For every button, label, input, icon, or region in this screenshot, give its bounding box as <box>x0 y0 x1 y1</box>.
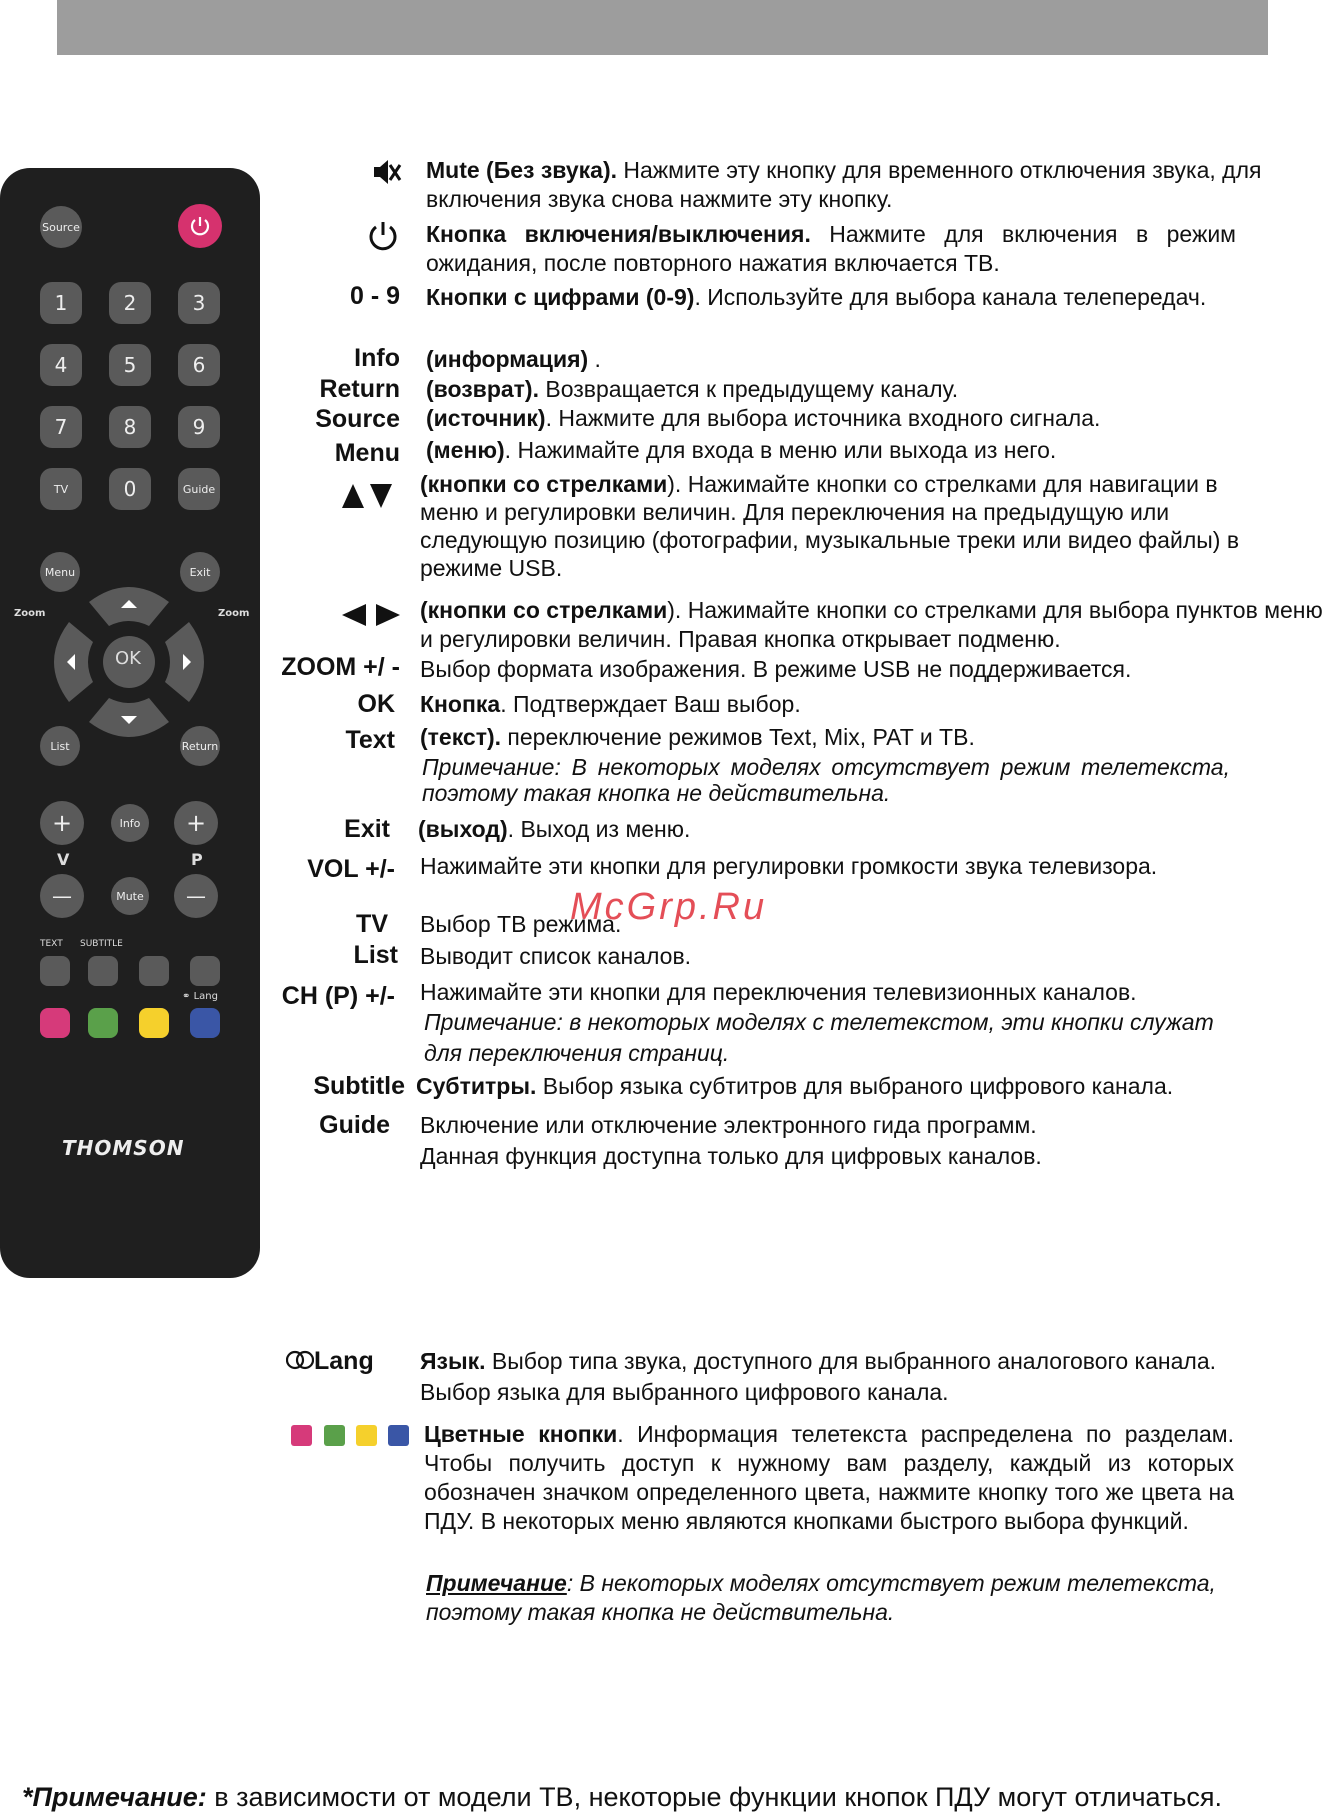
vol-minus-button: — <box>40 874 84 918</box>
key-menu: Menu <box>334 439 400 467</box>
list-description: Выводит список каналов. <box>420 943 692 969</box>
info-button: Info <box>111 804 149 842</box>
num-4-button: 4 <box>40 344 82 386</box>
text-button <box>40 956 70 986</box>
key-zoom: ZOOM +/ - <box>281 653 400 681</box>
menu-description: (меню). Нажимайте для входа в меню или выхода из него. <box>426 437 1057 463</box>
key-return: Return <box>319 375 400 403</box>
color-buttons-note: Примечание: В некоторых моделях отсутствует режим телетекста, поэтому такая кнопка не действительна. <box>426 1570 1216 1625</box>
return-button: Return <box>180 726 220 766</box>
key-source: Source <box>315 405 400 433</box>
left-right-description: (кнопки со стрелками). Нажимайте кнопки со стрелками для выбора пунктов меню и регулировки величин. Правая кнопка открывает подменю. <box>420 597 1323 652</box>
ok-button-label: OK <box>115 648 141 669</box>
power-icon <box>366 218 400 252</box>
num-8-button: 8 <box>109 406 151 448</box>
key-list: List <box>353 941 398 969</box>
footer-note: *Примечание: в зависимости от модели ТВ, некоторые функции кнопок ПДУ могут отличаться. <box>22 1782 1223 1812</box>
key-text: Text <box>345 726 395 754</box>
key-lang: Lang <box>286 1347 390 1376</box>
guide-button: Guide <box>178 468 220 510</box>
subtitle-button <box>88 956 118 986</box>
color-buttons-description: Цветные кнопки. Информация телетекста распределена по разделам. Чтобы получить доступ к нужному вам разделу, каждый из которых обозначен значком определенного цвета, нажмите кнопку того же цвета на ПДУ. В некоторых меню являются кнопками быстрого выбора функций. <box>424 1421 1234 1534</box>
num-2-button: 2 <box>109 282 151 324</box>
power-icon <box>188 214 212 238</box>
numbers-description: Кнопки с цифрами (0-9). Используйте для выбора канала телепередач. <box>426 284 1207 310</box>
vol-label: V <box>57 850 70 869</box>
text-label: TEXT <box>40 939 63 949</box>
mute-description: Mute (Без звука). Нажмите эту кнопку для временного отключения звука, для включения звука снова нажмите эту кнопку. <box>426 157 1262 212</box>
mute-icon <box>370 156 402 188</box>
num-6-button: 6 <box>178 344 220 386</box>
key-ch: CH (P) +/- <box>281 982 395 1010</box>
header-bar <box>57 0 1268 55</box>
key-ok: OK <box>357 690 395 718</box>
lang-description: Язык. Выбор типа звука, доступного для выбранного аналогового канала. Выбор языка для выбранного цифрового канала. <box>420 1348 1217 1405</box>
key-vol: VOL +/- <box>307 855 395 883</box>
up-down-arrows-icon <box>340 482 396 510</box>
num-7-button: 7 <box>40 406 82 448</box>
red-square-icon <box>291 1425 312 1446</box>
num-5-button: 5 <box>109 344 151 386</box>
source-button: Source <box>40 206 82 248</box>
green-square-icon <box>324 1425 345 1446</box>
num-3-button: 3 <box>178 282 220 324</box>
ch-note: Примечание: в некоторых моделях с телетекстом, эти кнопки служат для переключения страниц. <box>424 1009 1214 1066</box>
red-button <box>40 1008 70 1038</box>
zoom-description: Выбор формата изображения. В режиме USB не поддерживается. <box>420 656 1132 682</box>
text-note: Примечание: В некоторых моделях отсутствует режим телетекста, поэтому такая кнопка не действительна. <box>422 754 1230 806</box>
blank-button-1 <box>139 956 169 986</box>
tv-description: Выбор ТВ режима. <box>420 911 622 937</box>
brand-logo: THOMSON <box>62 1136 185 1160</box>
exit-button: Exit <box>180 552 220 592</box>
blue-square-icon <box>388 1425 409 1446</box>
num-1-button: 1 <box>40 282 82 324</box>
info-description: (информация) . <box>426 346 601 372</box>
key-tv: TV <box>356 910 388 938</box>
zoom-plus-label: Zoom <box>218 608 250 619</box>
num-0-button: 0 <box>109 468 151 510</box>
up-down-description: (кнопки со стрелками). Нажимайте кнопки со стрелками для навигации в меню и регулировки величин. Для переключения на предыдущую или следующую позицию (фотографии, музыкальные треки или видео файлы) в режиме USB. <box>420 471 1240 581</box>
zoom-minus-label: Zoom <box>14 608 46 619</box>
lang-label: ⚭ Lang <box>182 991 218 1002</box>
yellow-square-icon <box>356 1425 377 1446</box>
power-button <box>178 204 222 248</box>
power-description: Кнопка включения/выключения. Нажмите для включения в режим ожидания, после повторного нажатия включается ТВ. <box>426 221 1236 276</box>
key-guide: Guide <box>319 1111 390 1139</box>
mute-button: Mute <box>111 877 149 915</box>
subtitle-label: SUBTITLE <box>80 939 123 949</box>
ok-description: Кнопка. Подтверждает Ваш выбор. <box>420 691 801 717</box>
ch-minus-button: — <box>174 874 218 918</box>
key-exit: Exit <box>344 815 390 843</box>
vol-description: Нажимайте эти кнопки для регулировки громкости звука телевизора. <box>420 853 1158 879</box>
guide-description: Включение или отключение электронного гида программ. Данная функция доступна только для цифровых каналов. <box>420 1112 1042 1169</box>
source-description: (источник). Нажмите для выбора источника входного сигнала. <box>426 405 1101 431</box>
key-0-9: 0 - 9 <box>349 282 400 310</box>
exit-description: (выход). Выход из меню. <box>418 816 691 842</box>
ch-label: P <box>191 850 203 869</box>
num-9-button: 9 <box>178 406 220 448</box>
list-button: List <box>40 726 80 766</box>
left-right-arrows-icon <box>340 603 402 627</box>
menu-button: Menu <box>40 552 80 592</box>
ch-description: Нажимайте эти кнопки для переключения телевизионных каналов. <box>420 979 1137 1005</box>
blue-button <box>190 1008 220 1038</box>
key-subtitle: Subtitle <box>313 1072 405 1100</box>
subtitle-description: Субтитры. Выбор языка субтитров для выбраного цифрового канала. <box>416 1073 1174 1099</box>
tv-button: TV <box>40 468 82 510</box>
text-description: (текст). переключение режимов Text, Mix, PAT и ТВ. <box>420 724 975 750</box>
return-description: (возврат). Возвращается к предыдущему каналу. <box>426 376 959 402</box>
green-button <box>88 1008 118 1038</box>
key-info: Info <box>354 344 400 372</box>
watermark: McGrp.Ru <box>570 886 768 928</box>
ch-plus-button: + <box>174 801 218 845</box>
vol-plus-button: + <box>40 801 84 845</box>
lang-icon <box>286 1349 314 1371</box>
yellow-button <box>139 1008 169 1038</box>
